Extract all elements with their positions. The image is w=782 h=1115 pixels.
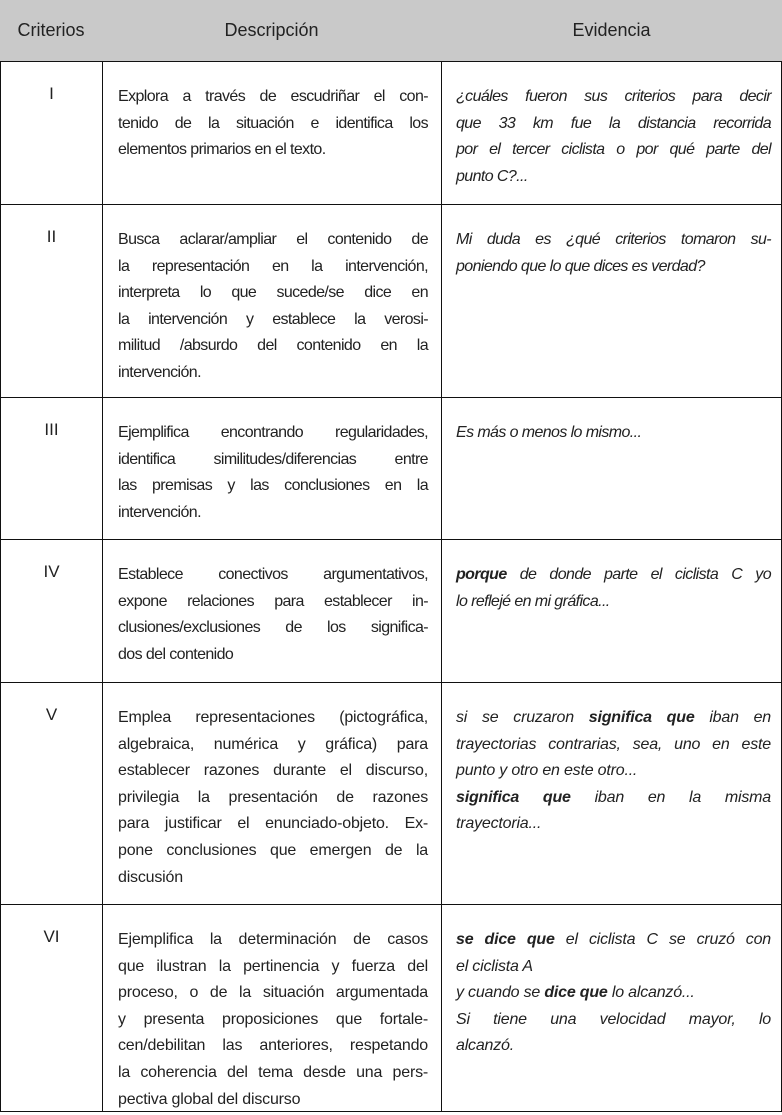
evidencia-line (456, 1033, 771, 1060)
descripcion-line: y presenta proposiciones que fortale- (118, 1010, 428, 1028)
descripcion-line: algebraica, numérica y gráfica) para (118, 735, 428, 753)
evidencia-line (456, 732, 771, 759)
evidencia-bold-phrase: significa que (456, 788, 571, 806)
table-row (0, 205, 782, 398)
table-row (0, 62, 782, 205)
descripcion-line: identifica similitudes/diferencias entre (118, 450, 428, 468)
table-header (0, 0, 782, 62)
table-row (0, 398, 782, 540)
table-body (0, 62, 782, 1112)
descripcion-line: Establece conectivos argumentativos, (118, 566, 428, 583)
descripcion-line: la coherencia del tema desde una pers- (118, 1063, 428, 1081)
descripcion-line: clusiones/exclusiones de los significa- (118, 619, 428, 637)
evidencia-line (456, 811, 771, 838)
descripcion-line: Explora a través de escudriñar el con- (118, 88, 428, 105)
descripcion-line: interpreta lo que sucede/se dice en (118, 284, 428, 302)
evidencia-text: iban en la misma (570, 788, 771, 806)
header-criterios: Criterios (17, 20, 85, 40)
table-row (0, 540, 782, 683)
descripcion-line: elementos primarios en el texto. (118, 141, 326, 159)
evidencia-cell (442, 905, 782, 1111)
evidencia-text: poniendo que lo que dices es verdad? (456, 257, 705, 275)
evidencia-text: lo reflejé en mi gráfica... (456, 592, 610, 610)
evidencia-line (456, 589, 771, 616)
descripcion-line: las premisas y las conclusiones en la (118, 477, 428, 495)
descripcion-cell (103, 905, 442, 1111)
descripcion-line: proceso, o de la situación argumentada (118, 984, 428, 1002)
evidencia-line (456, 84, 771, 111)
evidencia-bold-phrase: porque (456, 566, 507, 583)
evidencia-cell (442, 205, 782, 397)
evidencia-line (456, 705, 771, 732)
evidencia-bold-phrase: significa que (588, 709, 695, 726)
descripcion-line: intervención. (118, 503, 201, 521)
header-evidencia: Evidencia (572, 20, 651, 40)
evidencia-line (456, 927, 771, 954)
evidencia-bold-phrase: dice que (544, 984, 608, 1002)
evidencia-cell (442, 683, 782, 904)
evidencia-text: Si tiene una velocidad mayor, lo (456, 1010, 771, 1028)
evidencia-line (456, 980, 771, 1007)
descripcion-line: la intervención y establece la verosi- (118, 310, 428, 328)
evidencia-cell (442, 540, 782, 682)
evidencia-text: iban en (694, 709, 771, 726)
evidencia-cell (442, 398, 782, 539)
descripcion-line: que ilustran la pertinencia y fuerza del (118, 957, 428, 975)
evidencia-text: que 33 km fue la distancia recorrida (456, 114, 771, 132)
descripcion-line: discusión (118, 868, 183, 886)
descripcion-cell (103, 540, 442, 682)
descripcion-line: intervención. (118, 363, 201, 381)
descripcion-cell (103, 62, 442, 204)
evidencia-text: lo alcanzó... (607, 984, 695, 1002)
header-descripcion: Descripción (224, 20, 319, 40)
evidencia-line (456, 227, 771, 254)
evidencia-line (456, 111, 771, 138)
descripcion-line: expone relaciones para establecer in- (118, 592, 428, 610)
evidencia-line (456, 254, 771, 281)
descripcion-line: privilegia la presentación de razones (118, 788, 428, 806)
evidencia-text: punto C?... (456, 167, 528, 185)
evidencia-bold-phrase: se dice que (456, 931, 555, 948)
criterio-cell: III (1, 398, 103, 539)
descripcion-line: Emplea representaciones (pictográfica, (118, 709, 428, 726)
descripcion-line: Busca aclarar/ampliar el contenido de (118, 231, 428, 248)
descripcion-line: pectiva global del discurso (118, 1090, 301, 1108)
evidencia-text: trayectorias contrarias, sea, uno en este (456, 735, 771, 753)
evidencia-text: de donde parte el ciclista C yo (506, 566, 771, 583)
criterio-cell: I (1, 62, 103, 204)
evidencia-line (456, 420, 771, 447)
descripcion-cell (103, 205, 442, 397)
evidencia-line (456, 137, 771, 164)
evidencia-text: ¿cuáles fueron sus criterios para decir (456, 88, 771, 105)
criterio-cell: II (1, 205, 103, 397)
evidencia-text: alcanzó. (456, 1037, 514, 1055)
evidencia-text: y cuando se (456, 984, 545, 1002)
descripcion-line: Ejemplifica encontrando regularidades, (118, 424, 428, 441)
criterio-cell: V (1, 683, 103, 904)
evidencia-line (456, 785, 771, 812)
criterio-cell: VI (1, 905, 103, 1111)
descripcion-line: dos del contenido (118, 645, 234, 663)
criterio-cell: IV (1, 540, 103, 682)
descripcion-cell (103, 683, 442, 904)
descripcion-line: establecer razones durante el discurso, (118, 762, 428, 780)
table-row (0, 683, 782, 905)
evidencia-text: por el tercer ciclista o por qué parte del (456, 141, 771, 159)
table-row (0, 905, 782, 1112)
evidencia-text: el ciclista A (456, 957, 533, 975)
evidencia-text: Es más o menos lo mismo... (456, 424, 642, 441)
descripcion-line: cen/debilitan las anteriores, respetando (118, 1037, 428, 1055)
descripcion-line: la representación en la intervención, (118, 257, 428, 275)
evidencia-line (456, 1007, 771, 1034)
evidencia-text: el ciclista C se cruzó con (554, 931, 771, 948)
evidencia-line (456, 758, 771, 785)
descripcion-line: pone conclusiones que emergen de la (118, 841, 428, 859)
evidencia-cell (442, 62, 782, 204)
evidencia-text: Mi duda es ¿qué criterios tomaron su- (456, 231, 771, 248)
descripcion-line: tenido de la situación e identifica los (118, 114, 428, 132)
descripcion-cell (103, 398, 442, 539)
evidencia-text: punto y otro en este otro... (456, 762, 638, 780)
descripcion-line: para justificar el enunciado-objeto. Ex- (118, 815, 428, 833)
evidencia-text: trayectoria... (456, 815, 542, 833)
descripcion-line: Ejemplifica la determinación de casos (118, 931, 428, 948)
evidencia-line (456, 954, 771, 981)
evidencia-line (456, 562, 771, 589)
descripcion-line: militud /absurdo del contenido en la (118, 337, 428, 355)
evidencia-text: si se cruzaron (456, 709, 589, 726)
evidencia-line (456, 164, 771, 191)
